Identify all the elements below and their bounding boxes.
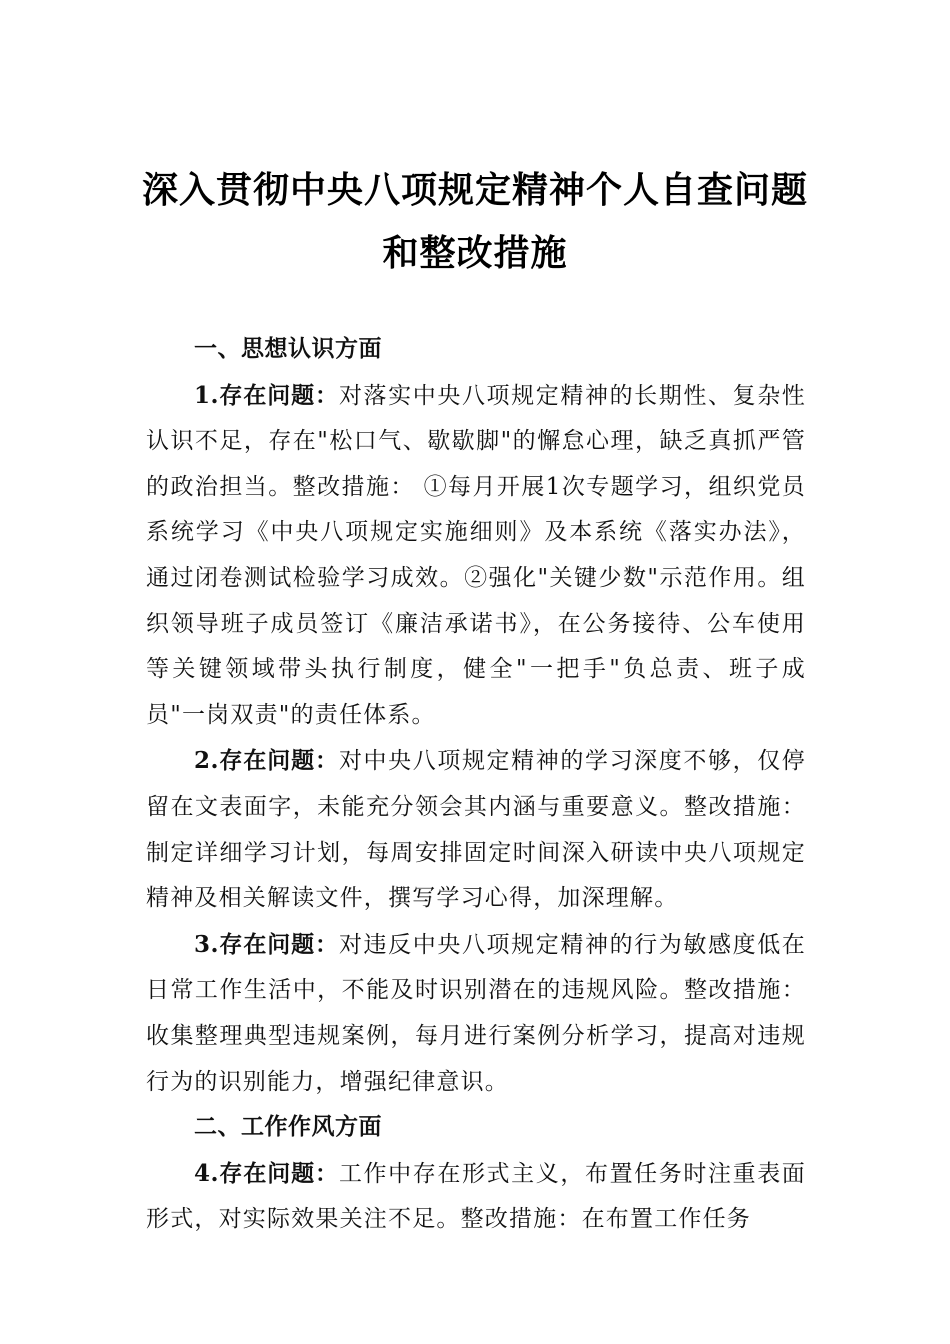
document-body [146, 327, 806, 1243]
issue-text-4: 工作中存在形式主义，布置任务时注重表面形式，对实际效果关注不足。整改措施：在布置工作任务 [146, 1160, 806, 1233]
section-heading-thinking: 一、思想认识方面 [194, 336, 382, 362]
issue-text-3: 对违反中央八项规定精神的行为敏感度低在日常工作生活中，不能及时识别潜在的违规风险。整改措施：收集整理典型违规案例，每月进行案例分析学习，提高对违规行为的识别能力，增强纪律意识。 [146, 931, 806, 1095]
document-title-line-2: 和整改措施 [382, 232, 568, 274]
issue-item-2 [146, 738, 806, 921]
issue-label-1: 1.存在问题： [194, 381, 339, 409]
issue-label-4: 4.存在问题： [194, 1159, 339, 1187]
issue-item-1 [146, 373, 806, 739]
issue-item-3 [146, 922, 806, 1105]
issue-text-1: 对落实中央八项规定精神的长期性、复杂性认识不足，存在"松口气、歇歇脚"的懈怠心理，缺乏真抓严管的政治担当。整改措施： ①每月开展1次专题学习，组织党员系统学习《中央八项规定实施细则》及本系统《落实办法》，通过闭卷测试检验学习成效。②强化"关键少数"示范作用。组织领导班子成员签订《廉洁承诺书》，在公务接待、公车使用等关键领域带头执行制度，健全"一把手"负总责、班子成员"一岗双责"的责任体系。 [146, 382, 806, 728]
section-heading-work-style: 二、工作作风方面 [194, 1114, 382, 1141]
issue-item-4 [146, 1151, 806, 1243]
issue-label-3: 3.存在问题： [194, 930, 339, 958]
issue-text-2: 对中央八项规定精神的学习深度不够，仅停留在文表面字，未能充分领会其内涵与重要意义。整改措施：制定详细学习计划，每周安排固定时间深入研读中央八项规定精神及相关解读文件，撰写学习心得，加深理解。 [146, 748, 806, 912]
document-title-line-1: 深入贯彻中央八项规定精神个人自查问题 [141, 169, 808, 211]
issue-label-2: 2.存在问题： [194, 747, 339, 775]
